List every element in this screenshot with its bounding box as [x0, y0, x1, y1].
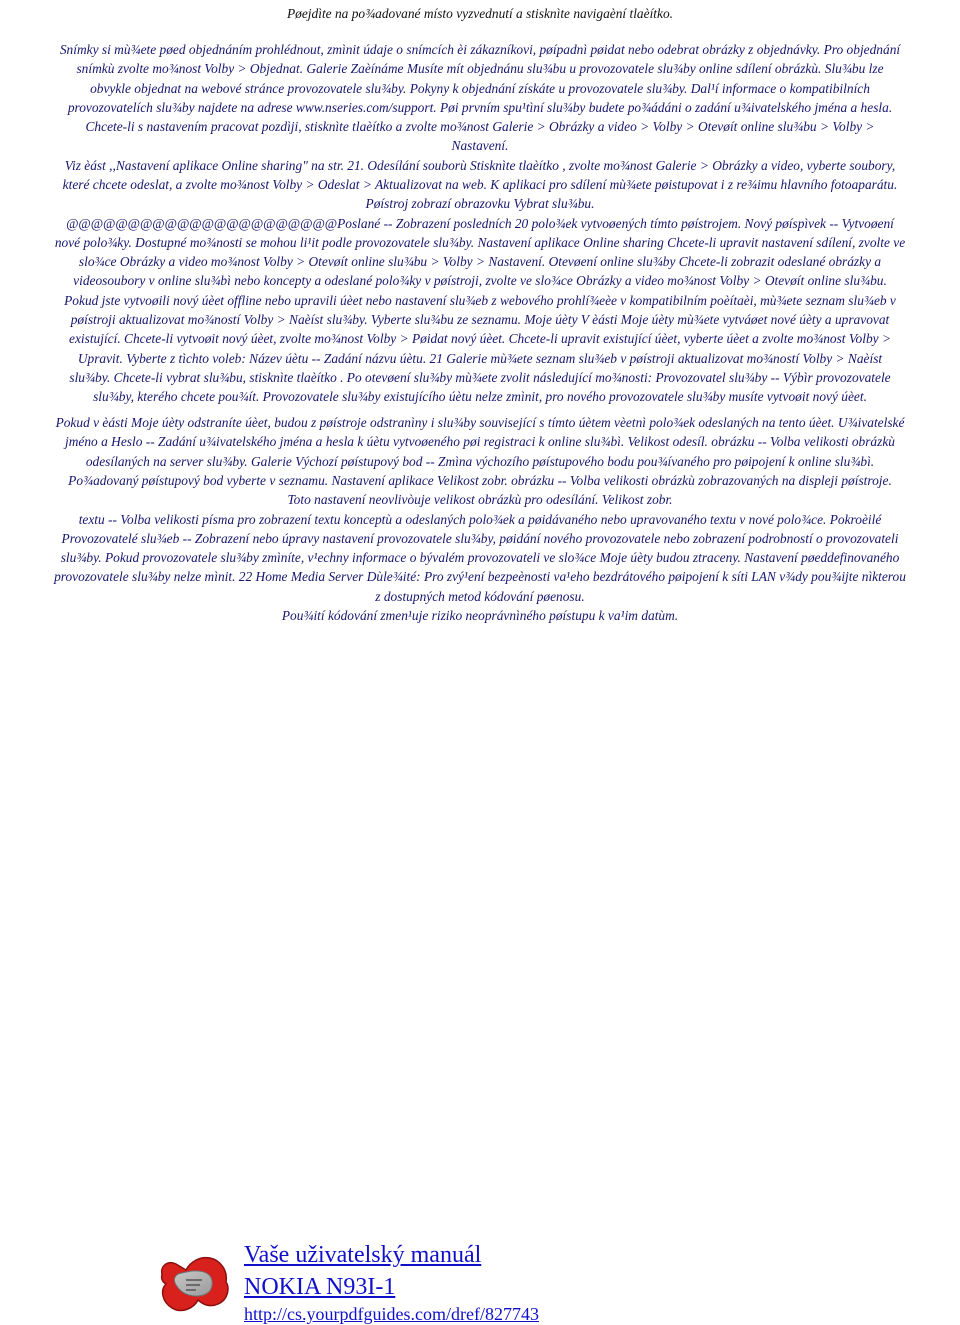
text-line: Nastavení.	[451, 138, 509, 154]
text-line: videosoubory v online slu¾bì nebo koncepty a odeslané polo¾ky v pøístroji, zvolte ve slo¾ce Obrázky a video mo¾nost Volby > Otevøít online slu¾bu.	[73, 273, 887, 289]
text-line: z dostupných metod kódování pøenosu.	[375, 588, 585, 604]
text-line: Toto nastavení neovlivòuje velikost obrázkù pro odesílání. Velikost zobr.	[287, 492, 673, 508]
text-line: existující. Chcete-li vytvoøit nový úèet, zvolte mo¾nost Volby > Pøidat nový úèet. Chcete-li upravit existující úèet, vyberte úèet a zvolte mo¾nost Volby >	[69, 331, 891, 347]
pdf-document-logo-icon	[156, 1244, 234, 1322]
text-line: Snímky si mù¾ete pøed objednáním prohlédnout, zmìnit údaje o snímcích èi zákazníkovi, pøípadnì pøidat nebo odebrat obrázky z objednávky. Pro objednání	[59, 42, 901, 57]
text-line: textu -- Volba velikosti písma pro zobrazení textu konceptù a odeslaných polo¾ek a pøidávaného nebo upravovaného textu v nové polo¾ce. Pokroèilé	[78, 511, 882, 527]
text-line: slu¾by. Chcete-li vybrat slu¾bu, stisknìte tlaèítko . Po otevøení slu¾by mù¾ete zvolit následující mo¾nosti: Provozovatel slu¾by -- Výbìr provozovatele	[69, 369, 891, 385]
text-line: které chcete odeslat, a zvolte mo¾nost Volby > Odeslat > Aktualizovat na web. K aplikaci pro sdílení mù¾ete pøistupovat i z re¾imu hlavního fotoaparátu.	[62, 176, 898, 192]
footer	[0, 618, 960, 1324]
text-line: Pokud jste vytvoøili nový úèet offline nebo upravili úèet nebo nastavení slu¾eb z webového prohlí¾eèe v kompatibilním poèítaèi, mù¾ete seznam slu¾eb v	[64, 292, 896, 308]
text-line: snímkù zvolte mo¾nost Volby > Objednat. Galerie Zaèínáme Musíte mít objednánu slu¾bu u provozovatele slu¾by online sdílení obrázkù. Slu¾bu lze	[76, 61, 884, 77]
text-line: @@@@@@@@@@@@@@@@@@@@@@Poslané -- Zobrazení posledních 20 polo¾ek vytvoøených tímto pøístrojem. Nový pøíspìvek -- Vytvoøení	[66, 215, 894, 231]
guide-url-link[interactable]: http://cs.yourpdfguides.com/dref/827743	[244, 1304, 539, 1324]
text-line: Chcete-li s nastavením pracovat pozdìji, stisknìte tlaèítko a zvolte mo¾nost Galerie > Obrázky a video > Volby > Otevøít online slu¾bu > Volby >	[85, 119, 875, 134]
text-line: odesílaných na server slu¾by. Galerie Výchozí pøístupový bod -- Zmìna výchozího pøístupového bodu pou¾ívaného pro pøipojení k online slu¾bì.	[85, 453, 875, 469]
text-line: Pokud v èásti Moje úèty odstraníte úèet, budou z pøístroje odstranìny i slu¾by související s tímto úètem vèetnì polo¾ek odeslaných na tento úèet. U¾ivatelské	[55, 415, 905, 430]
text-line: slu¾by, kterého chcete pou¾ít. Provozovatele slu¾by existujícího úètu nelze zmìnit, pro nového provozovatele slu¾by musíte vytvoøit nový úèet.	[93, 389, 867, 405]
manual-title-link[interactable]: Vaše uživatelský manuál	[244, 1242, 482, 1268]
text-line: slo¾ce Obrázky a video mo¾nost Volby > Otevøít online slu¾bu > Volby > Nastavení. Otevøení online slu¾by Chcete-li zobrazit odeslané obrázky a	[78, 254, 882, 270]
text-line: obvykle objednat na webové stránce provozovatele slu¾by. Pokyny k objednání získáte u provozovatele slu¾by. Dal¹í informace o kompatibilních	[90, 80, 870, 96]
product-link[interactable]: NOKIA N93I-1	[244, 1274, 396, 1300]
text-line: slu¾by. Pokud provozovatele slu¾by zmìníte, v¹echny informace o bývalém provozovateli ve slo¾ce Moje úèty budou ztraceny. Nastavení pøeddefinovaného	[60, 550, 900, 566]
text-line: Pøístroj zobrazí obrazovku Vybrat slu¾bu.	[365, 196, 595, 212]
text-line: Po¾adovaný pøístupový bod vyberte v seznamu. Nastavení aplikace Velikost zobr. obrázku -- Volba velikosti obrázkù zobrazovaných na displeji pøístroje.	[68, 472, 892, 488]
text-line: Upravit. Vyberte z tìchto voleb: Název úètu -- Zadání názvu úètu. 21 Galerie mù¾ete seznam slu¾eb v pøístroji aktualizovat mo¾ností Volby > Naèíst	[77, 350, 883, 366]
text-line: Pøejdìte na po¾adované místo vyzvednutí a stisknìte navigaèní tlaèítko.	[286, 6, 673, 21]
text-line: pøístroji aktualizovat mo¾ností Volby > Naèíst slu¾by. Vyberte slu¾bu ze seznamu. Moje úèty V èásti Moje úèty mù¾ete vytváøet nové úèty a upravovat	[70, 312, 890, 327]
text-line: provozovatele slu¾by nelze mìnit. 22 Home Media Server Dùle¾ité: Pro zvý¹ení bezpeènosti va¹eho bezdrátového pøipojení k síti LAN v¾dy pou¾ijte nìkterou	[54, 569, 906, 585]
text-line: provozovatelích slu¾by najdete na adrese www.nseries.com/support. Pøi prvním spu¹tìní slu¾by budete po¾ádáni o zadání u¾ivatelského jména a hesla.	[67, 99, 893, 115]
text-line: Viz èást ,,Nastavení aplikace Online sharing" na str. 21. Odesílání souborù Stisknìte tlaèítko , zvolte mo¾nost Galerie > Obrázky a video, vyberte soubory,	[64, 157, 896, 173]
text-line: Pou¾ití kódování zmen¹uje riziko neoprávnìného pøístupu k va¹im datùm.	[281, 608, 679, 623]
text-line: nové polo¾ky. Dostupné mo¾nosti se mohou li¹it podle provozovatele slu¾by. Nastavení aplikace Online sharing Chcete-li upravit nastavení sdílení, zvolte ve	[54, 234, 906, 250]
text-line: Provozovatelé slu¾eb -- Zobrazení nebo úpravy nastavení provozovatele slu¾by, pøidání nového provozovatele nebo zobrazení podrobností o provozovateli	[61, 530, 899, 546]
text-line: jméno a Heslo -- Zadání u¾ivatelského jména a hesla k úètu vytvoøeného pøi registraci k online slu¾bì. Velikost odesíl. obrázku -- Volba velikosti obrázkù	[65, 434, 895, 450]
